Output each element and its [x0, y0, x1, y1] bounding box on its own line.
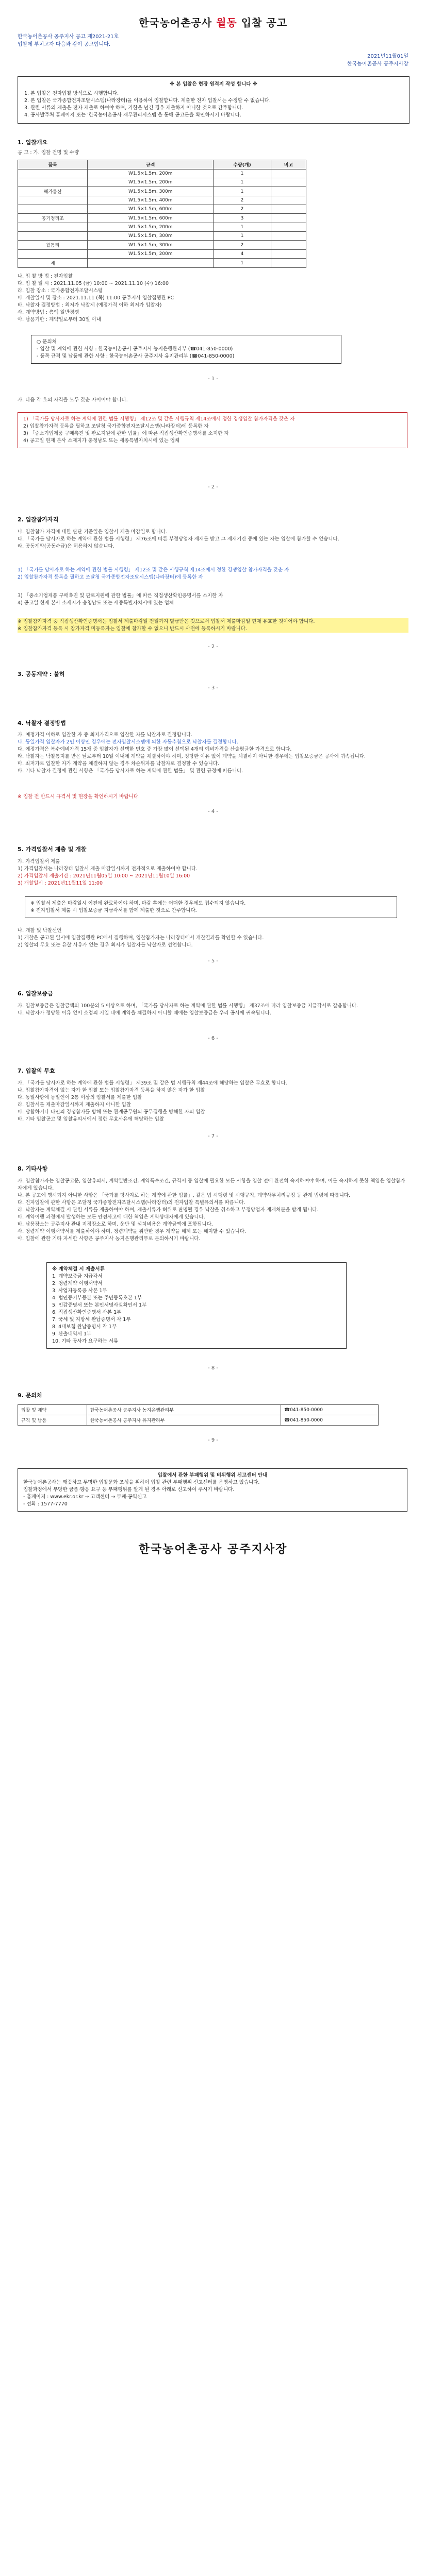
section-title: 9. 문의처 — [18, 1392, 42, 1399]
cell — [271, 250, 306, 259]
cell: W1.5×1.5m, 200m — [88, 223, 214, 232]
highlight-line: ※ 입찰참가자격 등록 시 참가자격 미등록자는 입찰에 참가할 수 없으니 반드시 사전에 등록하시기 바랍니다. — [18, 626, 247, 632]
body-line: 라. 낙찰자는 낙찰통지를 받은 날로부터 10일 이내에 계약을 체결하여야 하며, 정당한 이유 없이 계약을 체결하지 아니한 경우에는 입찰보증금은 공사에 귀속됩니다. — [18, 754, 366, 759]
contact-line: - 품목 규격 및 납품에 관한 사항 : 한국농어촌공사 공주지사 유지관리부 (☎041-850-0000) — [37, 353, 235, 359]
body-line: 다. 동일사항에 동일인이 2통 이상의 입찰서를 제출한 입찰 — [18, 1095, 142, 1100]
contact-box — [31, 335, 341, 364]
cell: 2 — [214, 205, 271, 214]
cell: 입찰 및 계약 — [18, 1405, 87, 1415]
body-line: 2) 입찰의 무효 또는 유찰 사유가 없는 경우 최저가 입찰자를 낙찰자로 선언합니다. — [18, 942, 193, 948]
cell — [271, 241, 306, 250]
box-line: ※ 전자입찰서 제출 시 입찰보증금 지급각서를 함께 제출한 것으로 간주합니다. — [30, 908, 197, 913]
cell: 3 — [214, 214, 271, 223]
contact-table-wrap — [18, 1404, 379, 1426]
body-line: 라. 낙찰자는 계약체결 시 관련 서류를 제출하여야 하며, 제출서류가 허위로 판명될 경우 낙찰을 취소하고 부정당업자 제재처분을 받게 됩니다. — [18, 1207, 319, 1213]
table-row — [18, 250, 306, 259]
section-title: 3. 공동계약 : 불허 — [18, 671, 65, 677]
body-line: 나. 입찰참가 자격에 대한 판단 기준일은 입찰서 제출 마감일로 합니다. — [18, 529, 168, 535]
section-title: 1. 입찰개요 — [18, 139, 48, 146]
page-number: - 3 - — [208, 685, 218, 691]
section-body — [18, 858, 408, 887]
body-line: 마. 최저가로 입찰한 자가 계약을 체결하지 않는 경우 차순위자를 낙찰자로 결정할 수 있습니다. — [18, 761, 220, 767]
announcement-meta — [18, 33, 408, 48]
box-line: 7. 국세 및 지방세 완납증명서 각 1부 — [52, 1317, 131, 1323]
cell — [18, 178, 88, 187]
section-intro: 공 고 : 가. 입찰 건명 및 수량 — [18, 150, 79, 156]
submission-box — [25, 896, 397, 918]
item-table-wrap — [18, 160, 306, 268]
section-body-blue — [18, 567, 408, 581]
cell: W1.5×1.5m, 300m — [88, 232, 214, 241]
table-row — [18, 205, 306, 214]
title-tail: 입찰 공고 — [241, 16, 288, 29]
detail-line: 마. 개찰일시 및 장소 : 2021.11.11 (목) 11:00 공주지사 입찰집행관 PC — [18, 295, 174, 301]
section-body — [18, 1080, 408, 1123]
cell: 해가름산 — [18, 187, 88, 196]
cell: 1 — [214, 187, 271, 196]
box-line: 입찰과정에서 부당한 금품·향응 요구 등 부패행위를 알게 된 경우 아래로 신고하여 주시기 바랍니다. — [23, 1487, 235, 1493]
cell: W1.5×1.5m, 200m — [88, 250, 214, 259]
body-line: 나. 입찰참가자격이 없는 자가 한 입찰 또는 입찰참가자격 등록을 하지 않은 자가 한 입찰 — [18, 1088, 205, 1093]
body-line: 나. 개찰 및 낙찰선언 — [18, 928, 62, 934]
cell: 2 — [214, 241, 271, 250]
table-row — [18, 170, 306, 178]
body-line: 1) 「국가를 당사자로 하는 계약에 관한 법률 시행령」 제12조 및 같은 시행규칙 제14조에서 정한 경쟁입찰 참가자격을 갖춘 자 — [18, 567, 289, 573]
box-title: 입찰에서 관한 부패행위 및 비위행위 신고센터 안내 — [157, 1472, 268, 1478]
body-line: 가. 가격입찰서 제출 — [18, 859, 60, 865]
body-line: 가. 입찰참가자는 입찰공고문, 입찰유의서, 계약일반조건, 계약특수조건, 규격서 등 입찰에 필요한 모든 사항을 입찰 전에 완전히 숙지하여야 하며, 이를 숙지하지 못한 책임은 입찰참가자에게 있습니다. — [18, 1178, 405, 1191]
notice-line: 4. 공사발주처 홈페이지 또는 '한국농어촌공사 재무관리시스템'을 통해 공고문을 확인하시기 바랍니다. — [24, 112, 241, 118]
page-number: - 5 - — [208, 958, 218, 964]
body-line: 가. 예정가격 이하로 입찰한 자 중 최저가격으로 입찰한 자를 낙찰자로 결정합니다. — [18, 732, 193, 738]
box-line: 8. 4대보험 완납증명서 각 1부 — [52, 1324, 117, 1330]
qual-line: 4) 공고일 현재 본사 소재지가 충청남도 또는 세종특별자치시에 있는 업체 — [23, 438, 180, 444]
table-row — [18, 178, 306, 187]
section-body — [18, 927, 408, 949]
table-row — [18, 196, 306, 205]
cell: ☎041-850-0000 — [281, 1415, 379, 1426]
cell: 1 — [214, 223, 271, 232]
body-line: 마. 계약이행 과정에서 발생하는 모든 안전사고에 대한 책임은 계약상대자에게 있습니다. — [18, 1214, 205, 1220]
box-line: 한국농어촌공사는 깨끗하고 투명한 입찰문화 조성을 위하여 입찰 관련 부패행위 신고센터를 운영하고 있습니다. — [23, 1480, 260, 1485]
table-row — [18, 259, 306, 268]
detail-line: 나. 입 찰 방 법 : 전자입찰 — [18, 274, 73, 279]
table-row — [18, 241, 306, 250]
page-number: - 9 - — [208, 1437, 218, 1443]
qual-line: 3) 「중소기업제품 구매촉진 및 판로지원에 관한 법률」에 따른 직접생산확인증명서를 소지한 자 — [23, 431, 229, 436]
cell: 공기정리조 — [18, 214, 88, 223]
cell: 1 — [214, 178, 271, 187]
body-line: 다. 전자입찰에 관한 사항은 조달청 국가종합전자조달시스템(나라장터)의 전자입찰 특별유의서를 따릅니다. — [18, 1200, 245, 1206]
document-title — [18, 14, 408, 29]
cell: W1.5×1.5m, 300m — [88, 187, 214, 196]
notice-line: 2. 본 입찰은 국가종합전자조달시스템(나라장터)을 이용하여 입찰합니다. 제출한 전자 입찰서는 수정할 수 없습니다. — [24, 98, 271, 104]
body-line: 3) 「중소기업제품 구매촉진 및 판로지원에 관한 법률」에 따른 직접생산확인증명서를 소지한 자 — [18, 593, 223, 599]
table-header-row — [18, 160, 306, 170]
body-line: 라. 공동계약(공동수급)은 허용하지 않습니다. — [18, 544, 114, 549]
table-header: 규격 — [88, 160, 214, 170]
section-title: 4. 낙찰자 결정방법 — [18, 720, 66, 726]
detail-line: 사. 계약방법 : 총액 일반경쟁 — [18, 310, 79, 315]
detail-line: 바. 낙찰자 결정방법 : 최저가 낙찰제 (예정가격 이하 최저가 입찰자) — [18, 302, 162, 308]
cell — [271, 205, 306, 214]
table-header: 비고 — [271, 160, 306, 170]
body-line: 4) 공고일 현재 본사 소재지가 충청남도 또는 세종특별자치시에 있는 업체 — [18, 600, 174, 606]
cell: 계 — [18, 259, 88, 268]
section-title: 7. 입찰의 무효 — [18, 1067, 55, 1074]
body-line: 2) 가격입찰서 제출기간 : 2021년11월05일 10:00 ~ 2021년11월10일 16:00 — [18, 873, 190, 879]
page-number: - 8 - — [208, 1365, 218, 1371]
section-title: 6. 입찰보증금 — [18, 990, 53, 997]
box-line: 1. 계약보증금 지급각서 — [52, 1274, 103, 1279]
body-line: 바. 납품장소는 공주지사 관내 지정장소로 하며, 운반 및 설치비용은 계약금액에 포함됩니다. — [18, 1222, 213, 1227]
body-line: 나. 낙찰자가 정당한 이유 없이 소정의 기일 내에 계약을 체결하지 아니할 때에는 입찰보증금은 우리 공사에 귀속됩니다. — [18, 1010, 271, 1016]
page-number: - 2 - — [208, 484, 218, 490]
box-line: 6. 직접생산확인증명서 사본 1부 — [52, 1310, 122, 1315]
title-main: 한국농어촌공사 — [138, 16, 212, 29]
box-line: 10. 기타 공사가 요구하는 서류 — [52, 1338, 119, 1344]
cell: 규격 및 납품 — [18, 1415, 87, 1426]
cell: 한국농어촌공사 공주지사 유지관리부 — [87, 1415, 281, 1426]
cell — [18, 250, 88, 259]
cell — [271, 259, 306, 268]
box-line: 3. 사업자등록증 사본 1부 — [52, 1288, 107, 1294]
body-line: 바. 기타 낙찰자 결정에 관한 사항은 「국가를 당사자로 하는 계약에 관한 법률」 및 관련 규정에 따릅니다. — [18, 768, 243, 774]
contact-table — [18, 1404, 379, 1426]
box-line: 4. 법인등기부등본 또는 주민등록초본 1부 — [52, 1295, 142, 1301]
table-header: 품목 — [18, 160, 88, 170]
cell: 한국농어촌공사 공주지사 농지은행관리부 — [87, 1405, 281, 1415]
notice-line: 1. 본 입찰은 전자입찰 방식으로 시행합니다. — [24, 91, 119, 96]
section-title: 2. 입찰참가자격 — [18, 516, 59, 523]
cell — [271, 196, 306, 205]
cell — [18, 223, 88, 232]
cell — [18, 232, 88, 241]
page-number: - 6 - — [208, 1036, 218, 1041]
body-line: 사. 청렴계약 이행서약서를 제출하여야 하며, 청렴계약을 위반한 경우 계약을 해제 또는 해지할 수 있습니다. — [18, 1229, 246, 1234]
box-line: - 홈페이지 : www.ekr.or.kr → 고객센터 → 부패·공익신고 — [23, 1494, 147, 1500]
detail-line: 다. 입 찰 일 시 : 2021.11.05 (금) 10:00 ~ 2021.11.10 (수) 16:00 — [18, 281, 169, 286]
contact-line: - 입찰 및 계약에 관한 사항 : 한국농어촌공사 공주지사 농지은행관리부 (☎041-850-0000) — [37, 346, 233, 352]
body-line: 다. 「국가를 당사자로 하는 계약에 관한 법률 시행령」 제76조에 따른 부정당업자 제재를 받고 그 제재기간 중에 있는 자는 입찰에 참가할 수 없습니다. — [18, 536, 339, 542]
table-header: 수량(개) — [214, 160, 271, 170]
integrity-box — [18, 1468, 407, 1512]
lead-line: 가. 다음 각 호의 자격을 모두 갖춘 자이어야 합니다. — [18, 397, 128, 403]
body-line: 가. 입찰보증금은 입찰금액의 100분의 5 이상으로 하며, 「국가를 당사자로 하는 계약에 관한 법률 시행령」 제37조에 따라 입찰보증금 지급각서로 갈음합니다. — [18, 1003, 358, 1009]
body-line: 1) 가격입찰서는 나라장터 입찰서 제출 마감일시까지 전자적으로 제출하여야 합니다. — [18, 866, 198, 872]
overview-details — [18, 273, 408, 324]
issuer-name: 한국농어촌공사 공주지사장 — [347, 61, 408, 67]
cell: 4 — [214, 250, 271, 259]
body-line: 라. 입찰서를 제출마감일시까지 제출하지 아니한 입찰 — [18, 1102, 132, 1108]
table-row — [18, 223, 306, 232]
section-body — [18, 529, 408, 550]
cell — [18, 170, 88, 178]
highlight-note — [18, 618, 408, 633]
cell — [271, 232, 306, 241]
body-line: 1) 개찰은 공고된 일시에 입찰집행관 PC에서 집행하며, 입찰참가자는 나라장터에서 개찰결과를 확인할 수 있습니다. — [18, 935, 264, 941]
required-documents-box — [46, 1262, 347, 1349]
box-line: 2. 청렴계약 이행서약서 — [52, 1281, 103, 1286]
cell: W1.5×1.5m, 300m — [88, 241, 214, 250]
body-line: 다. 예정가격은 복수예비가격 15개 중 입찰자가 선택한 번호 중 가장 많이 선택된 4개의 예비가격을 산술평균한 가격으로 합니다. — [18, 747, 292, 752]
cell — [271, 214, 306, 223]
cell — [18, 205, 88, 214]
body-line: 아. 입찰에 관한 기타 자세한 사항은 공주지사 농지은행관리부로 문의하시기 바랍니다. — [18, 1236, 201, 1242]
cell: 1 — [214, 170, 271, 178]
cell: 1 — [214, 259, 271, 268]
cell — [271, 223, 306, 232]
cell: 월동리 — [18, 241, 88, 250]
body-line: 나. 동일가격 입찰자가 2인 이상인 경우에는 전자입찰시스템에 의한 자동추첨으로 낙찰자를 결정합니다. — [18, 739, 238, 745]
detail-line: 아. 납품기한 : 계약일로부터 30일 이내 — [18, 317, 101, 323]
box-line: ※ 입찰서 제출은 마감일시 이전에 완료하여야 하며, 마감 후에는 어떠한 경우에도 접수되지 않습니다. — [30, 901, 246, 906]
cell: W1.5×1.5m, 200m — [88, 170, 214, 178]
cell: 2 — [214, 196, 271, 205]
announcement-issuer — [18, 53, 408, 68]
page-number: - 4 - — [208, 809, 218, 815]
announcement-intro: 입찰에 부치고자 다음과 같이 공고합니다. — [18, 42, 111, 47]
table-row — [18, 214, 306, 223]
table-row — [18, 187, 306, 196]
cell: 1 — [214, 232, 271, 241]
box-line: - 전화 : 1577-7770 — [23, 1501, 68, 1507]
section-body — [18, 732, 408, 775]
page-number: - 1 - — [208, 376, 218, 382]
item-table — [18, 160, 306, 268]
announcement-date: 2021년11월01일 — [367, 54, 408, 59]
closing-signature: 한국농어촌공사 공주지사장 — [138, 1543, 288, 1556]
cell — [271, 178, 306, 187]
qualification-box — [18, 412, 407, 448]
cell — [271, 170, 306, 178]
cell: W1.5×1.5m, 600m — [88, 205, 214, 214]
box-line: 9. 산출내역서 1부 — [52, 1331, 92, 1337]
cell: W1.5×1.5m, 200m — [88, 178, 214, 187]
cell: W1.5×1.5m, 400m — [88, 196, 214, 205]
contact-line: ○ 문의처 — [37, 339, 57, 345]
notice-heading: ※ 본 입찰은 현장 원격지 작성 합니다 ※ — [169, 81, 258, 87]
cell — [18, 196, 88, 205]
body-line: 바. 기타 입찰공고 및 입찰유의서에서 정한 무효사유에 해당하는 입찰 — [18, 1116, 165, 1122]
section-lead — [18, 397, 408, 404]
announcement-number: 한국농어촌공사 공주지사 공고 제2021-21호 — [18, 34, 119, 40]
box-line: 5. 인감증명서 또는 본인서명사실확인서 1부 — [52, 1302, 147, 1308]
body-line: 3) 개찰일시 : 2021년11월11일 11:00 — [18, 880, 103, 886]
body-line: 2) 입찰참가자격 등록을 필하고 조달청 국가종합전자조달시스템(나라장터)에 등록한 자 — [18, 574, 203, 580]
qual-line: 1) 「국가를 당사자로 하는 계약에 관한 법률 시행령」 제12조 및 같은 시행규칙 제14조에서 정한 경쟁입찰 참가자격을 갖춘 자 — [23, 416, 295, 422]
section-body — [18, 1003, 408, 1017]
cell: ☎041-850-0000 — [281, 1405, 379, 1415]
box-title: ※ 계약체결 시 제출서류 — [52, 1266, 105, 1272]
table-row — [18, 1405, 379, 1415]
section-body — [18, 592, 408, 607]
page-number: - 7 - — [208, 1133, 218, 1139]
body-line: 가. 「국가를 당사자로 하는 계약에 관한 법률 시행령」 제39조 및 같은 법 시행규칙 제44조에 해당하는 입찰은 무효로 합니다. — [18, 1080, 287, 1086]
page-number: - 2 - — [208, 644, 218, 650]
detail-line: 라. 입찰 장소 : 국가종합전자조달시스템 — [18, 288, 103, 294]
cell — [88, 259, 214, 268]
cell — [271, 187, 306, 196]
qual-line: 2) 입찰참가자격 등록을 필하고 조달청 국가종합전자조달시스템(나라장터)에 등록한 자 — [23, 423, 209, 429]
highlight-line: ※ 입찰참가자격 중 직접생산확인증명서는 입찰서 제출마감일 전일까지 발급받은 것으로서 입찰서 제출마감일 현재 유효한 것이어야 합니다. — [18, 619, 315, 624]
notice-line: 3. 관련 서류의 제출은 전자 제출로 하여야 하며, 기한을 넘긴 경우 제출하지 아니한 것으로 간주합니다. — [24, 105, 243, 111]
body-line: 마. 담합하거나 타인의 경쟁참가를 방해 또는 관계공무원의 공무집행을 방해한 자의 입찰 — [18, 1109, 205, 1115]
cell: W1.5×1.5m, 600m — [88, 214, 214, 223]
red-note: ※ 입찰 전 반드시 규격서 및 현장을 확인하시기 바랍니다. — [18, 794, 140, 800]
section-title: 5. 가격입찰서 제출 및 개찰 — [18, 846, 87, 853]
section-title: 8. 기타사항 — [18, 1165, 48, 1172]
body-line: 나. 본 공고에 명시되지 아니한 사항은 「국가를 당사자로 하는 계약에 관한 법률」, 같은 법 시행령 및 시행규칙, 계약사무처리규정 등 관계 법령에 따릅니다. — [18, 1193, 351, 1198]
section-body — [18, 1178, 408, 1243]
title-highlight: 월동 — [216, 16, 237, 29]
notice-box — [18, 76, 409, 124]
table-row — [18, 232, 306, 241]
table-row — [18, 1415, 379, 1426]
